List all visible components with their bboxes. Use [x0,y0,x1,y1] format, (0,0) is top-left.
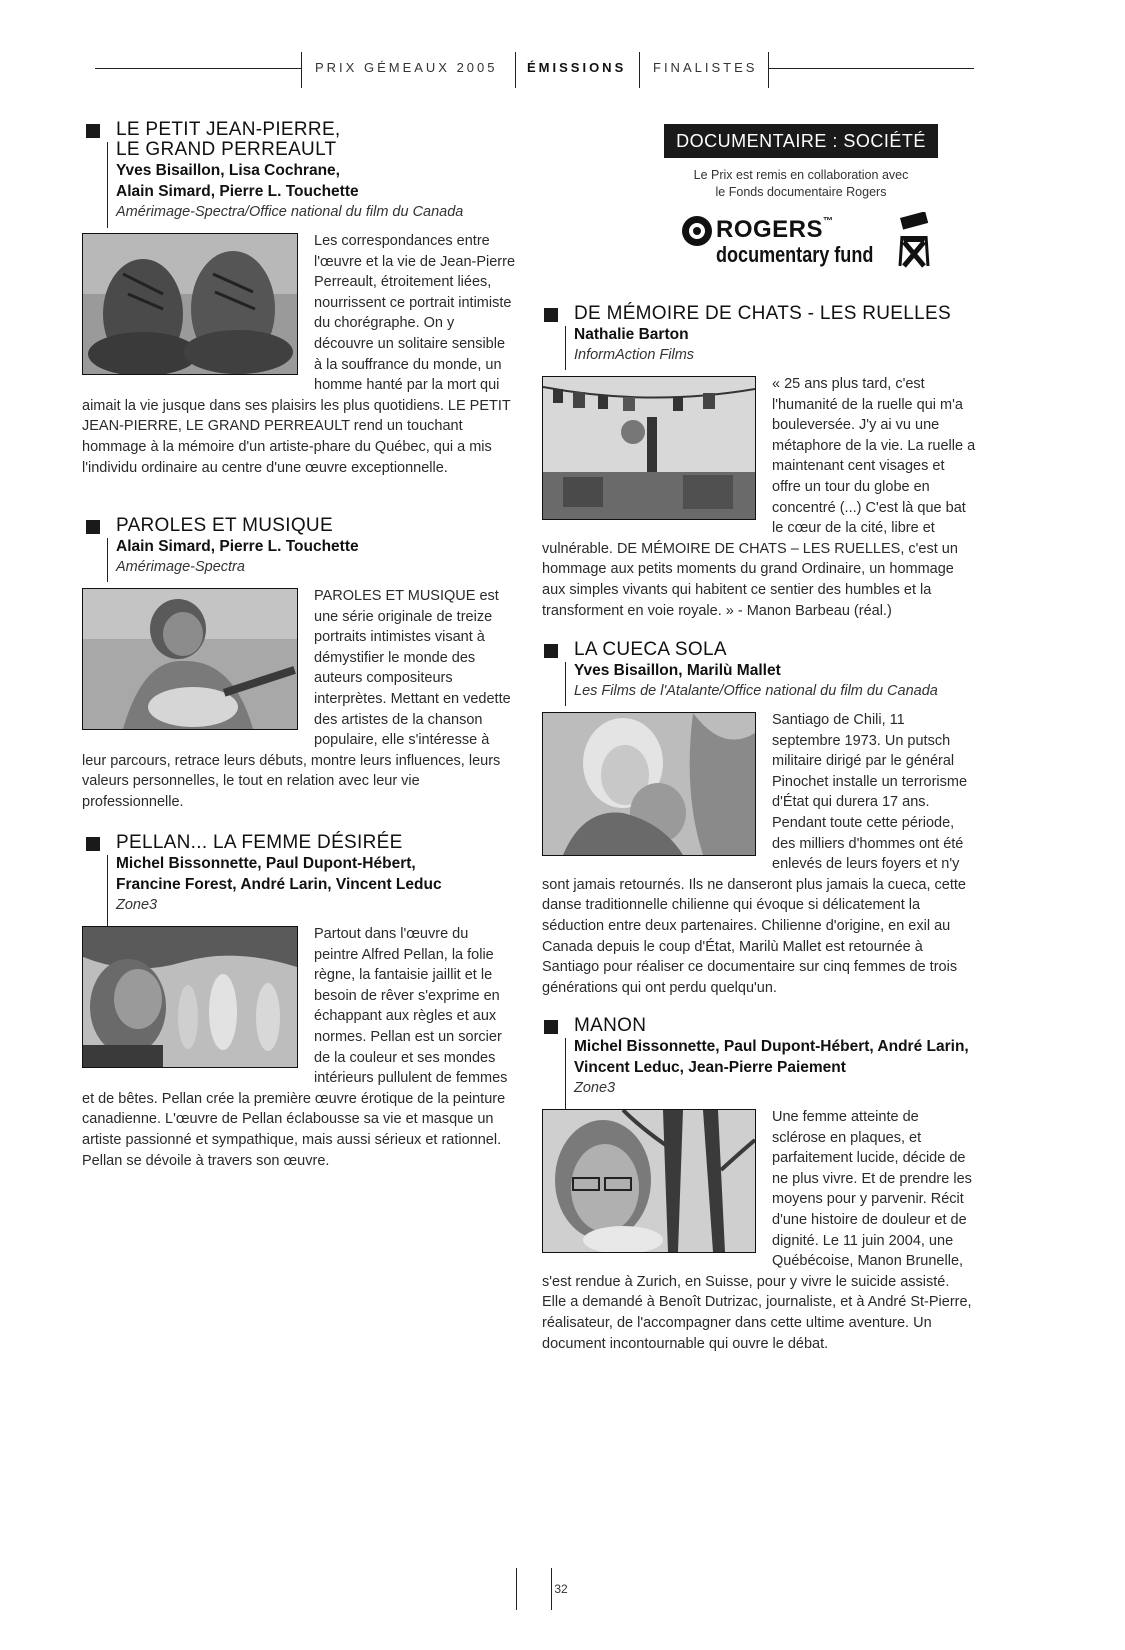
photo-woman [542,1109,756,1253]
entry-manon [544,1016,976,1354]
entry-credits: Nathalie Barton [574,326,689,343]
category-note: Le Prix est remis en collaboration avec le Fonds documentaire Rogers [693,168,909,199]
entry-producer: Les Films de l'Atalante/Office national du film du Canada [574,683,938,699]
entry-producer: Zone3 [116,897,158,913]
entry-credits: Michel Bissonnette, Paul Dupont-Hébert, Francine Forest, André Larin, Vincent Leduc [116,855,442,893]
entry-producer: Amérimage-Spectra [116,559,245,575]
entry-credits: Alain Simard, Pierre L. Touchette [116,538,359,555]
entry-title: PELLAN... LA FEMME DÉSIRÉE [116,832,403,853]
photo-boots [82,233,298,375]
entry-body: Une femme atteinte de sclérose en plaques, et parfaitement lucide, décide de ne plus vivre. Et de prendre les moyens pour y parvenir. Récit d'une histoire de douleur et de dignité. Le 11 juin 2004, une Québécoise, Manon Brunelle, s'est rendue à Zurich, en Suisse, pour y vivre le suicide assisté. Elle a demandé à Benoît Dutrizac, journaliste, et à André St-Pierre, réalisateur, de l'accompagner dans cette ultime aventure. Un document incontournable qui ouvre le débat. [542,1109,972,1352]
entry-producer: Amérimage-Spectra/Office national du film du Canada [116,204,464,220]
entry-pellan [82,832,516,1171]
header-section: ÉMISSIONS [527,60,627,75]
page-number: 32 [554,1582,568,1596]
photo-guitarist [82,588,298,730]
footer-separator [551,1568,552,1610]
entry-title: MANON [574,1015,647,1036]
entry-title: PAROLES ET MUSIQUE [116,515,333,536]
bullet-square-icon [86,124,100,138]
photo-ruelle [542,376,756,520]
rogers-swirl-icon [680,214,714,248]
entry-petit-jean-pierre [82,119,516,478]
entry-title: LE PETIT JEAN-PIERRE, LE GRAND PERREAULT [116,119,341,160]
entry-body: PAROLES ET MUSIQUE est une série originale de treize portraits intimistes visant à démystifier le monde des auteurs compositeurs interprètes. Mettant en vedette des artistes de la chanson populaire, elle s'intéresse à leur parcours, retrace leurs débuts, montre leurs influences, leurs valeurs personnelles, le tout en relation avec leur vie professionnelle. [82,588,511,810]
entry-title: DE MÉMOIRE DE CHATS - LES RUELLES [574,303,951,324]
entry-credits: Yves Bisaillon, Marilù Mallet [574,662,781,679]
header-rule-right [768,68,974,69]
entry-body: Les correspondances entre l'œuvre et la vie de Jean-Pierre Perreault, étroitement liées, nourrissent ce portrait intimiste du chorégraphe. On y découvre un solitaire sensible à la souffrance du monde, un homme hanté par la mort qui aimait la vie jusque dans ses plaisirs les plus quotidiens. LE PETIT JEAN-PIERRE, LE GRAND PERREAULT rend un touchant hommage à la mémoire d'un artiste-phare du Québec, qui a mis l'individu ordinaire au centre d'une œuvre exceptionnelle. [82,233,516,476]
entry-credits: Michel Bissonnette, Paul Dupont-Hébert, André Larin, Vincent Leduc, Jean-Pierre Paiement [574,1038,969,1076]
photo-mother-child [542,712,756,856]
footer-separator [516,1568,517,1610]
entry-cueca-sola [544,640,976,998]
header-separator [301,52,302,88]
entry-memoire-chats [544,304,976,621]
photo-painter [82,926,298,1068]
entry-paroles-musique [82,515,516,813]
bullet-square-icon [544,644,558,658]
bullet-square-icon [544,1020,558,1034]
entry-body: Partout dans l'œuvre du peintre Alfred Pellan, la folie règne, la fantaisie jaillit et le besoin de rêver s'exprime en échappant aux règles et aux normes. Pellan est un sorcier de la couleur et ses mondes intérieurs pullulent de femmes et de bêtes. Pellan crée la première œuvre érotique de la peinture canadienne. L'œuvre de Pellan éclabousse sa vie et masque un artiste passionné et sympathique, mais aussi sérieux et rationnel. Pellan se dévoile à travers son œuvre. [82,926,508,1169]
rogers-logo: ROGERS™ documentary fund [680,212,940,272]
entry-title: LA CUECA SOLA [574,639,727,660]
entry-credits: Yves Bisaillon, Lisa Cochrane, Alain Simard, Pierre L. Touchette [116,162,359,200]
header-separator [515,52,516,88]
bullet-square-icon [544,308,558,322]
director-chair-icon [894,212,934,268]
entry-body: Santiago de Chili, 11 septembre 1973. Un putsch militaire dirigé par le général Pinochet installe un terrorisme d'État qui durera 17 ans. Pendant toute cette période, des milliers d'hommes ont été enlevés de leurs foyers et n'y sont jamais retournés. Ils ne danseront plus jamais la cueca, cette danse traditionnelle chilienne qui évoque si délicatement la séduction entre deux partenaires. Chilienne d'origine, en exil au Canada depuis le coup d'État, Marilù Mallet est retournée à Santiago pour réaliser ce documentaire sur cinq femmes de trois générations qui ont perdu quelqu'un. [542,712,968,996]
entry-body: « 25 ans plus tard, c'est l'humanité de la ruelle qui m'a bouleversée. J'y ai vu une métaphore de la vie. La ruelle a maintenant cent visages et offre un tour du globe en concentré (...) C'est là que bat le cœur de la cité, libre et vulnérable. DE MÉMOIRE DE CHATS – LES RUELLES, c'est un hommage aux petits moments du grand Ordinaire, un hommage aux simples vivants qui habitent ce sentier des humbles et la transforment en voie royale. » - Manon Barbeau (réal.) [542,376,976,619]
category-title: DOCUMENTAIRE : SOCIÉTÉ [664,124,938,158]
header-publication: PRIX GÉMEAUX 2005 [315,60,498,75]
bullet-square-icon [86,520,100,534]
header-separator [768,52,769,88]
entry-producer: InformAction Films [574,347,695,363]
header-rule-left [95,68,301,69]
bullet-square-icon [86,837,100,851]
header-separator [639,52,640,88]
header-subsection: FINALISTES [653,60,758,75]
entry-producer: Zone3 [574,1080,616,1096]
